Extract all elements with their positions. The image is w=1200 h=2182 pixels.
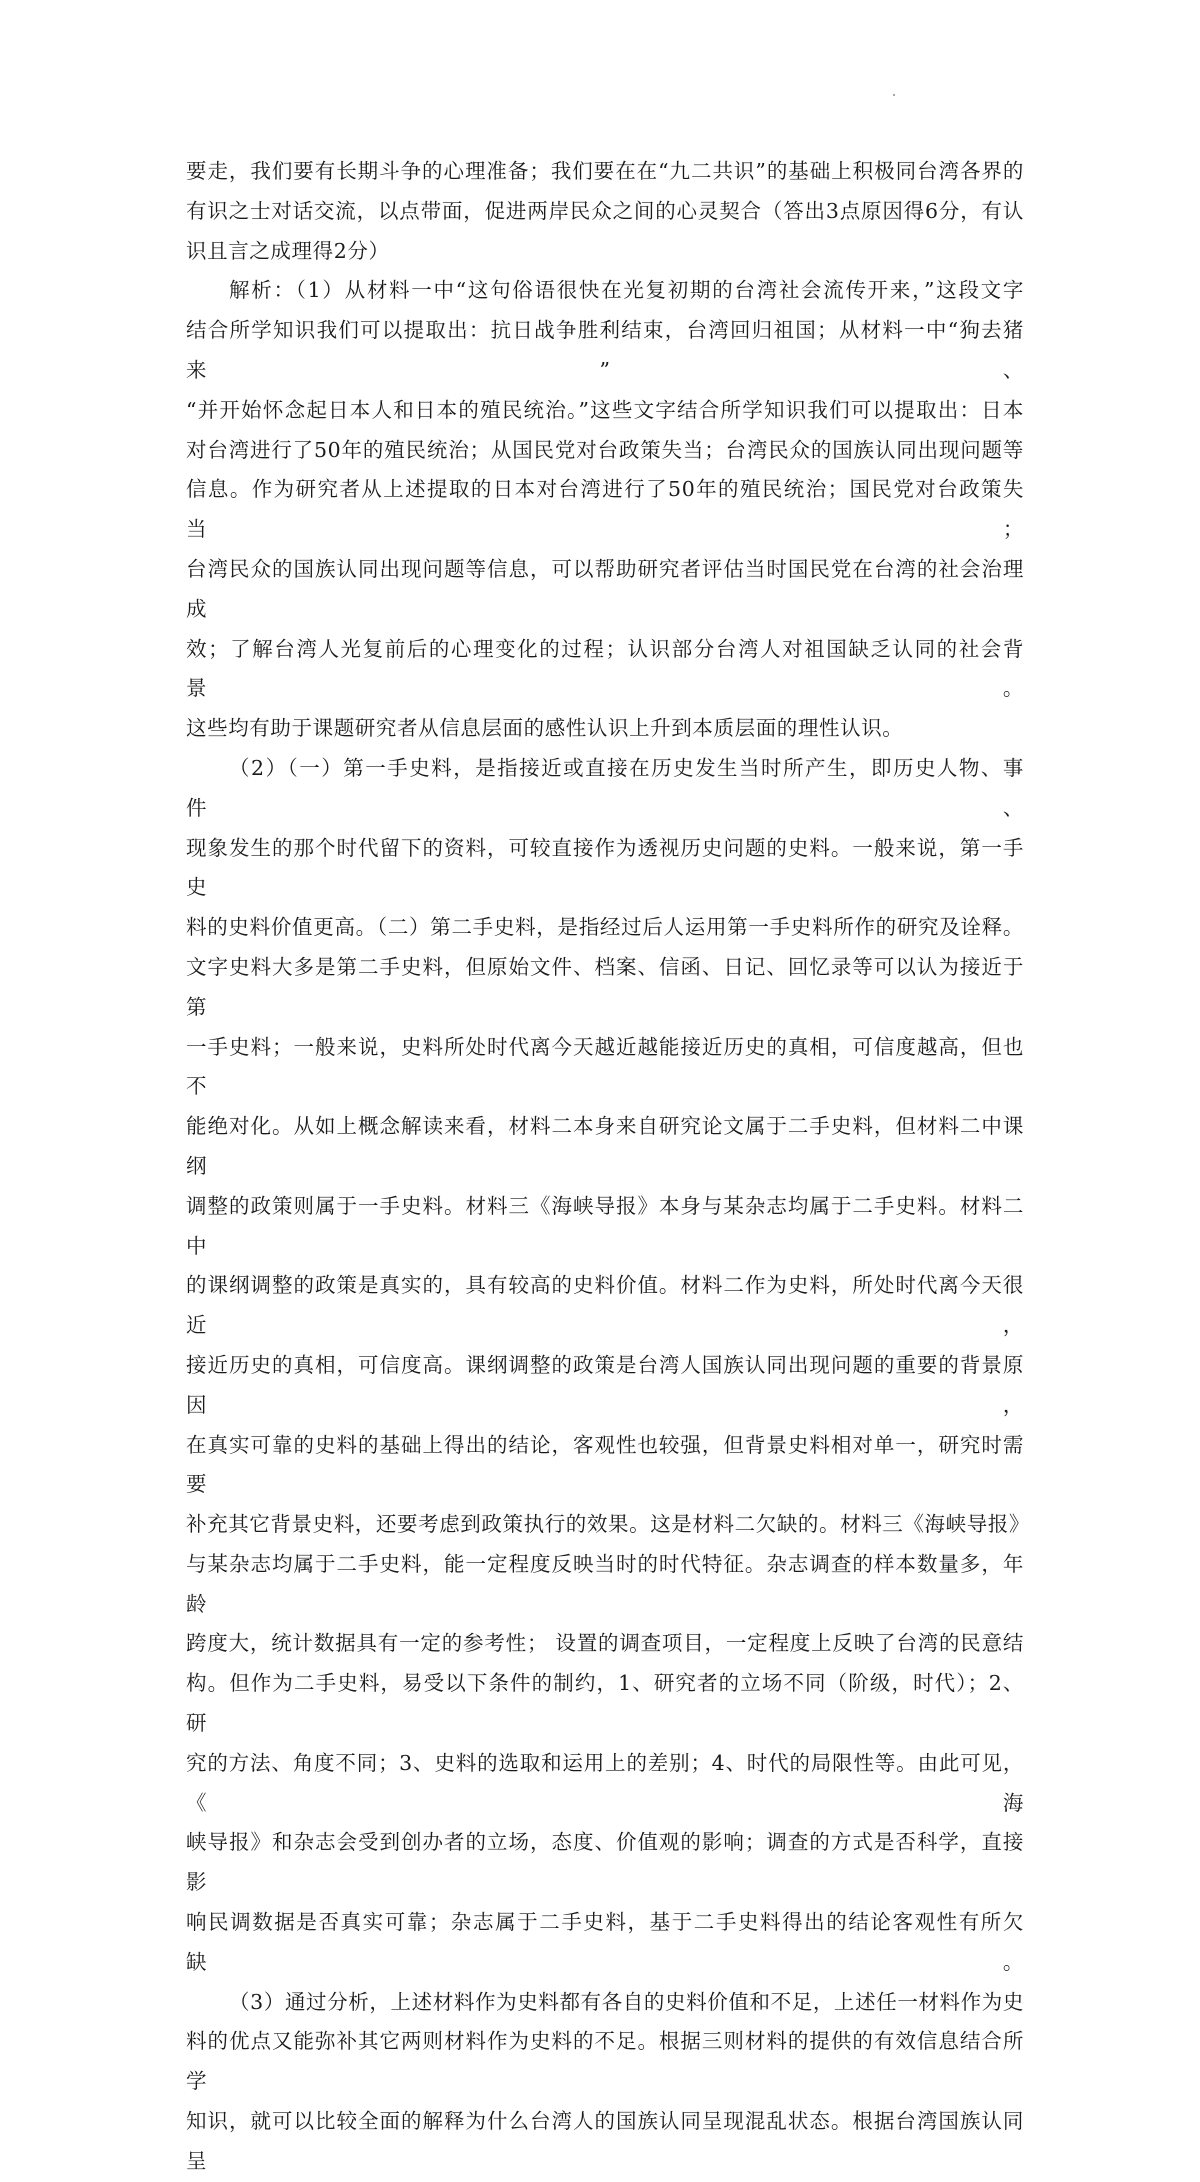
document-body [186, 152, 1030, 2182]
text-line: 构。但作为二手史料，易受以下条件的制约，1、研究者的立场不同（阶级，时代）；2、研 [186, 1671, 1024, 1736]
text-line: 能绝对化。从如上概念解读来看，材料二本身来自研究论文属于二手史料，但材料二中课纲 [186, 1114, 1024, 1178]
text-line: 一手史料；一般来说，史料所处时代离今天越近越能接近历史的真相，可信度越高，但也不 [186, 1034, 1024, 1099]
text-line: 有识之士对话交流，以点带面，促进两岸民众之间的心灵契合（答出3点原因得6分，有认 [186, 198, 1024, 223]
text-line: 现象发生的那个时代留下的资料，可较直接作为透视历史问题的史料。一般来说，第一手史 [186, 835, 1024, 900]
text-line: 识且言之成理得2分） [186, 238, 390, 263]
analysis-paragraph-3 [186, 1983, 1024, 2182]
text-line: 补充其它背景史料，还要考虑到政策执行的效果。这是材料二欠缺的。材料三《海峡导报》 [186, 1512, 1030, 1537]
text-line: “并开始怀念起日本人和日本的殖民统治。”这些文字结合所学知识我们可以提取出：日本 [186, 397, 1024, 422]
text-line: 文字史料大多是第二手史料，但原始文件、档案、信函、日记、回忆录等可以认为接近于第 [186, 954, 1024, 1019]
text-line: （2）（一）第一手史料，是指接近或直接在历史发生当时所产生，即历史人物、事件、 [186, 755, 1024, 820]
text-line: 峡导报》和杂志会受到创办者的立场，态度、价值观的影响；调查的方式是否科学，直接影 [186, 1830, 1024, 1895]
answer-paragraph [186, 152, 1024, 271]
text-line: 的课纲调整的政策是真实的，具有较高的史料价值。材料二作为史料，所处时代离今天很近， [186, 1273, 1024, 1338]
analysis-paragraph-2 [186, 749, 1030, 1983]
text-line: 料的史料价值更高。（二）第二手史料，是指经过后人运用第一手史料所作的研究及诠释。 [186, 915, 1024, 940]
text-line: 结合所学知识我们可以提取出：抗日战争胜利结束，台湾回归祖国；从材料一中“狗去猪来”、 [186, 318, 1024, 382]
text-line: 知识，就可以比较全面的解释为什么台湾人的国族认同呈现混乱状态。根据台湾国族认同呈 [186, 2109, 1024, 2173]
text-line: 跨度大，统计数据具有一定的参考性； 设置的调查项目，一定程度上反映了台湾的民意结 [186, 1631, 1024, 1656]
text-line: 解析：（1）从材料一中“这句俗语很快在光复初期的台湾社会流传开来，”这段文字 [229, 278, 1024, 303]
text-line: 究的方法、角度不同；3、史料的选取和运用上的差别；4、时代的局限性等。由此可见，《海 [186, 1750, 1024, 1815]
analysis-paragraph-1 [186, 271, 1024, 749]
scan-speck [893, 94, 895, 96]
text-line: 信息。作为研究者从上述提取的日本对台湾进行了50年的殖民统治；国民党对台政策失当； [186, 477, 1024, 542]
text-line: （3）通过分析，上述材料作为史料都有各自的史料价值和不足，上述任一材料作为史 [229, 1989, 1024, 2014]
text-line: 要走，我们要有长期斗争的心理准备；我们要在在“九二共识”的基础上积极同台湾各界的 [186, 159, 1024, 183]
text-line: 调整的政策则属于一手史料。材料三《海峡导报》本身与某杂志均属于二手史料。材料二中 [186, 1193, 1024, 1258]
text-line: 响民调数据是否真实可靠；杂志属于二手史料，基于二手史料得出的结论客观性有所欠缺。 [186, 1910, 1024, 1974]
text-line: 接近历史的真相，可信度高。课纲调整的政策是台湾人国族认同出现问题的重要的背景原因， [186, 1352, 1024, 1417]
text-line: 对台湾进行了50年的殖民统治；从国民党对台政策失当；台湾民众的国族认同出现问题等 [186, 437, 1024, 462]
text-line: 效；了解台湾人光复前后的心理变化的过程；认识部分台湾人对祖国缺乏认同的社会背景。 [186, 636, 1024, 701]
text-line: 这些均有助于课题研究者从信息层面的感性认识上升到本质层面的理性认识。 [186, 716, 904, 741]
text-line: 料的优点又能弥补其它两则材料作为史料的不足。根据三则材料的提供的有效信息结合所学 [186, 2029, 1024, 2094]
text-line: 台湾民众的国族认同出现问题等信息，可以帮助研究者评估当时国民党在台湾的社会治理成 [186, 556, 1024, 621]
text-line: 与某杂志均属于二手史料，能一定程度反映当时的时代特征。杂志调查的样本数量多，年龄 [186, 1551, 1024, 1616]
text-line: 在真实可靠的史料的基础上得出的结论，客观性也较强，但背景史料相对单一，研究时需要 [186, 1432, 1024, 1497]
